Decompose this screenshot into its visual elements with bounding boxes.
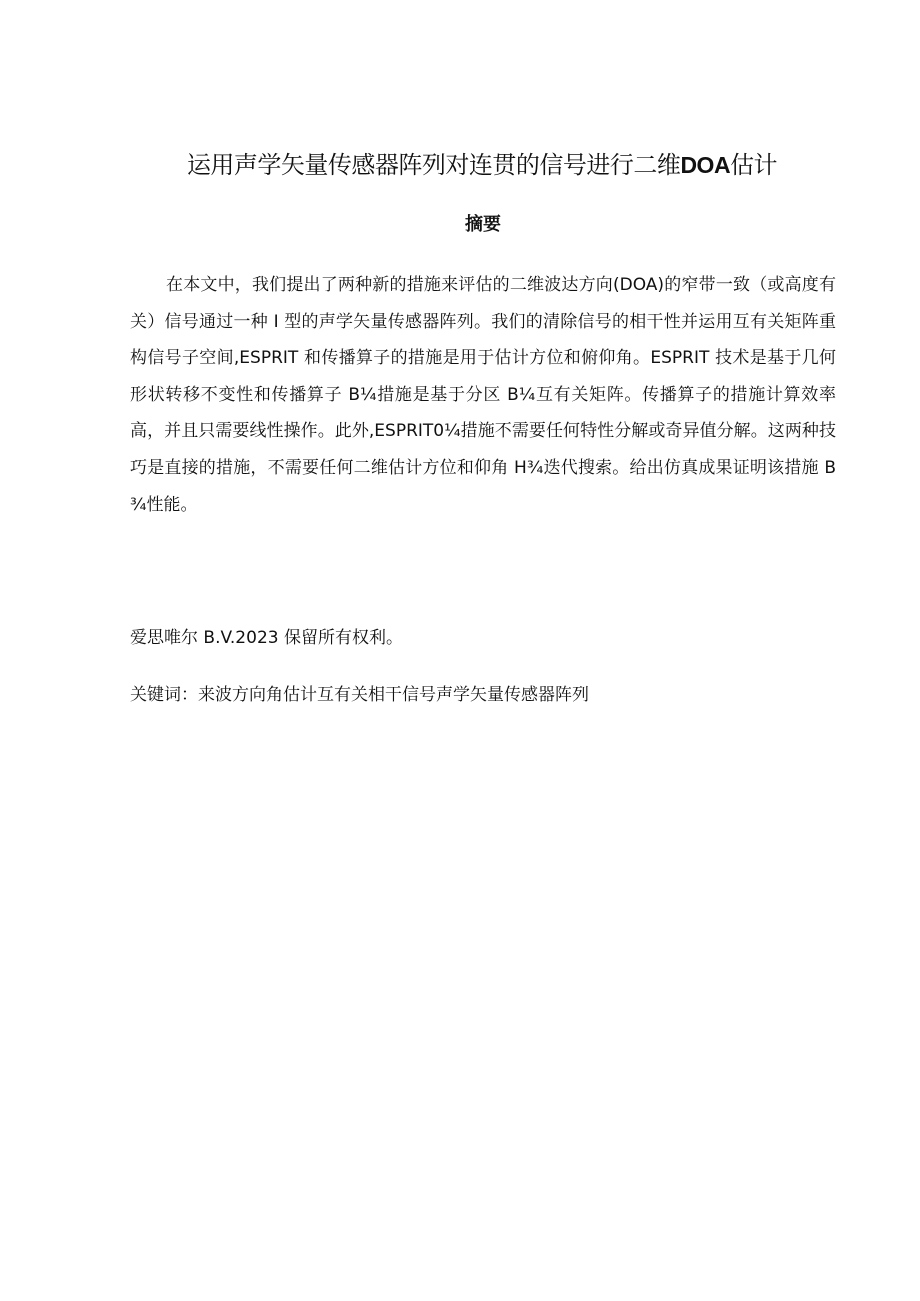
title-doa-text: DOA	[680, 152, 731, 178]
abstract-paragraph: 在本文中，我们提出了两种新的措施来评估的二维波达方向(DOA)的窄带一致（或高度有关）信号通过一种 I 型的声学矢量传感器阵列。我们的清除信号的相干性并运用互有关矩阵重构信号子空间,ESPRIT 和传播算子的措施是用于估计方位和俯仰角。ESPRIT 技术是基于几何形状转移不变性和传播算子 B¼措施是基于分区 B¼互有关矩阵。传播算子的措施计算效率高，并且只需要线性操作。此外,ESPRIT0¼措施不需要任何特性分解或奇异值分解。这两种技巧是直接的措施，不需要任何二维估计方位和仰角 H¾迭代搜索。给出仿真成果证明该措施 B¾性能。	[130, 275, 836, 515]
document-title	[0, 146, 920, 184]
title-end-text: 估计	[730, 151, 778, 179]
title-main-text: 运用声学矢量传感器阵列对连贯的信号进行二维	[186, 151, 681, 179]
keywords-line: 关键词：来波方向角估计互有关相干信号声学矢量传感器阵列	[130, 685, 589, 705]
abstract-heading: 摘要	[465, 214, 501, 235]
copyright-line: 爱思唯尔 B.V.2023 保留所有权利。	[130, 628, 403, 648]
